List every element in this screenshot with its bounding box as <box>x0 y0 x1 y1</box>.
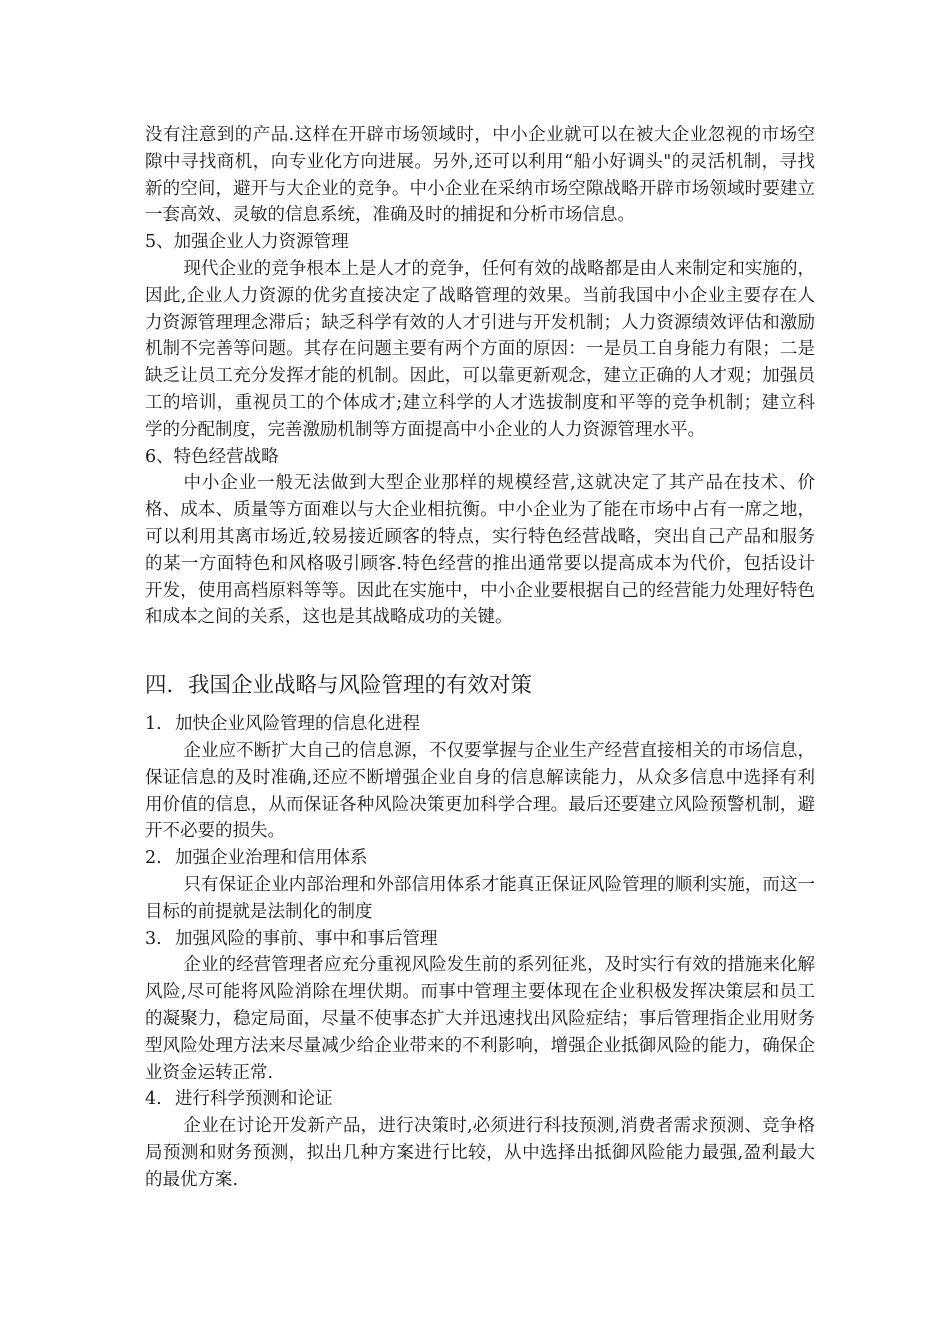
heading-feature-strategy: 6、特色经营战略 <box>145 446 279 467</box>
item-body: 企业的经营管理者应充分重视风险发生前的系列征兆，及时实行有效的措施来化解风险,尽可能将风险消除在埋伏期。而事中管理主要体现在企业积极发挥决策层和员工的凝聚力，稳定局面，尽量不使事态扩大并迅速找出风险症结；事后管理指企业用财务型风险处理方法来尽量减少给企业带来的不利影响，增强企业抵御风险的能力，确保企业资金运转正常. <box>145 955 815 1083</box>
document-page <box>145 122 815 1193</box>
section-item-2 <box>145 845 815 925</box>
item-body: 企业应不断扩大自己的信息源，不仅要掌握与企业生产经营直接相关的市场信息，保证信息的及时准确,还应不断增强企业自身的信息解读能力，从众多信息中选择有利用价值的信息，从而保证各种风险决策更加科学合理。最后还要建立风险预警机制，避开不必要的损失。 <box>145 740 815 842</box>
item-heading-text: 加强风险的事前、事中和事后管理 <box>175 928 438 949</box>
section-item-4 <box>145 1086 815 1193</box>
section-item-1 <box>145 711 815 845</box>
item-heading <box>145 1086 815 1113</box>
item-body: 只有保证企业内部治理和外部信用体系才能真正保证风险管理的顺利实施，而这一目标的前提就是法制化的制度 <box>145 874 815 922</box>
item-number: 1. <box>145 714 162 735</box>
item-number: 4. <box>145 1089 162 1110</box>
paragraph-hr-management: 现代企业的竞争根本上是人才的竞争，任何有效的战略都是由人来制定和实施的，因此,企业人力资源的优劣直接决定了战略管理的效果。当前我国中小企业主要存在人力资源管理理念滞后；缺乏科学有效的人才引进与开发机制；人力资源绩效评估和激励机制不完善等问题。其存在问题主要有两个方面的原因：一是员工自身能力有限；二是缺乏让员工充分发挥才能的机制。因此，可以靠更新观念，建立正确的人才观；加强员工的培训，重视员工的个体成才;建立科学的人才选拔制度和平等的竞争机制；建立科学的分配制度，完善激励机制等方面提高中小企业的人力资源管理水平。 <box>145 258 815 440</box>
paragraph-market-gap: 没有注意到的产品.这样在开辟市场领域时，中小企业就可以在被大企业忽视的市场空隙中寻找商机，向专业化方向进展。另外,还可以利用“船小好调头"的灵活机制，寻找新的空间，避开与大企业的竞争。中小企业在采纳市场空隙战略开辟市场领域时要建立一套高效、灵敏的信息系统，准确及时的捕捉和分析市场信息。 <box>145 125 815 226</box>
section-item-3 <box>145 926 815 1087</box>
item-number: 2. <box>145 848 162 869</box>
item-body: 企业在讨论开发新产品，进行决策时,必须进行科技预测,消费者需求预测、竞争格局预测和财务预测，拟出几种方案进行比较，从中选择出抵御风险能力最强,盈利最大的最优方案. <box>145 1116 815 1190</box>
section-title: 四．我国企业战略与风险管理的有效对策 <box>145 673 533 699</box>
item-number: 3. <box>145 928 162 949</box>
item-heading-text: 进行科学预测和论证 <box>175 1089 333 1110</box>
item-heading-text: 加快企业风险管理的信息化进程 <box>175 714 420 735</box>
paragraph-feature-strategy: 中小企业一般无法做到大型企业那样的规模经营,这就决定了其产品在技术、价格、成本、质量等方面难以与大企业相抗衡。中小企业为了能在市场中占有一席之地，可以利用其离市场近,较易接近顾客的特点，实行特色经营战略，突出自己产品和服务的某一方面特色和风格吸引顾客.特色经营的推出通常要以提高成本为代价，包括设计开发，使用高档原料等等。因此在实施中，中小企业要根据自己的经营能力处理好特色和成本之间的关系，这也是其战略成功的关键。 <box>145 473 815 628</box>
item-heading <box>145 926 815 953</box>
item-heading <box>145 845 815 872</box>
item-heading-text: 加强企业治理和信用体系 <box>175 848 368 869</box>
item-heading <box>145 711 815 738</box>
heading-hr-management: 5、加强企业人力资源管理 <box>145 232 349 253</box>
